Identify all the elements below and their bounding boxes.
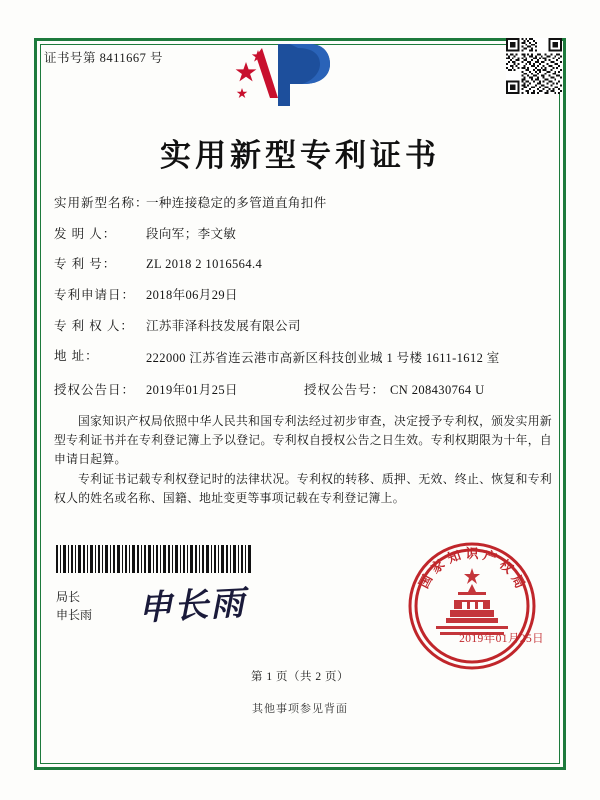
field-list — [54, 196, 554, 414]
field-label: 专 利 号： — [54, 257, 117, 272]
signer-name: 申长雨 — [56, 608, 93, 622]
handwritten-signature: 申长雨 — [137, 585, 248, 628]
legal-paragraph-2: 专利证书记载专利权登记时的法律状况。专利权的转移、质押、无效、终止、恢复和专利权人的姓名或名称、国籍、地址变更等事项记载在专利登记簿上。 — [54, 472, 552, 506]
grant-date-group — [54, 383, 304, 399]
svg-text:家: 家 — [427, 556, 448, 577]
official-seal — [406, 540, 538, 672]
cnipa-logo-icon — [232, 36, 340, 114]
field-label: 专 利 权 人： — [54, 318, 134, 333]
field-label: 专利申请日： — [54, 287, 136, 302]
field-row-patent-number — [54, 257, 554, 273]
field-row-application-date — [54, 288, 554, 304]
legal-paragraph-1: 国家知识产权局依照中华人民共和国专利法经过初步审查，决定授予专利权，颁发实用新型专利证书并在专利登记簿上予以登记。专利权自授权公告之日生效。专利权期限为十年，自申请日起算。 — [54, 414, 552, 467]
svg-text:知: 知 — [445, 547, 463, 566]
field-row-patentee — [54, 319, 554, 335]
field-value: 2018年06月29日 — [146, 287, 238, 302]
field-label: 地 址： — [54, 349, 99, 364]
field-label: 授权公告日： — [54, 382, 136, 397]
footnote: 其他事项参见背面 — [252, 703, 348, 715]
svg-text:国: 国 — [415, 572, 436, 591]
signer-block — [56, 588, 92, 624]
field-row-address — [54, 349, 554, 368]
barcode — [56, 545, 252, 573]
svg-text:产: 产 — [481, 547, 499, 566]
certificate-number: 证书号第 8411667 号 — [44, 51, 164, 65]
signer-title: 局长 — [56, 590, 81, 604]
field-value: 江苏菲泽科技发展有限公司 — [146, 318, 301, 333]
field-label: 发 明 人： — [54, 226, 117, 241]
field-row-grant — [54, 383, 554, 399]
page-title: 实用新型专利证书 — [160, 138, 440, 173]
qr-code — [506, 38, 562, 94]
field-label: 实用新型名称： — [54, 196, 149, 210]
field-value: 一种连接稳定的多管道直角扣件 — [146, 196, 327, 210]
field-value: 222000 江苏省连云港市高新区科技创业城 1 号楼 1611-1612 室 — [146, 351, 500, 366]
legal-text — [54, 412, 552, 510]
svg-text:权: 权 — [496, 556, 517, 577]
field-value: ZL 2018 2 1016564.4 — [146, 257, 263, 272]
page-indicator: 第 1 页（共 2 页） — [251, 671, 349, 683]
field-row-inventor — [54, 227, 554, 243]
svg-text:识: 识 — [465, 546, 479, 561]
svg-text:局: 局 — [508, 572, 529, 591]
grant-number-group — [304, 383, 554, 399]
field-value: 段向军；李文敏 — [146, 226, 237, 241]
seal-date: 2019年01月25日 — [459, 633, 544, 645]
field-value: CN 208430764 U — [390, 382, 485, 397]
field-label: 授权公告号： — [304, 382, 386, 397]
field-row-name — [54, 196, 554, 212]
field-value: 2019年01月25日 — [146, 382, 238, 397]
